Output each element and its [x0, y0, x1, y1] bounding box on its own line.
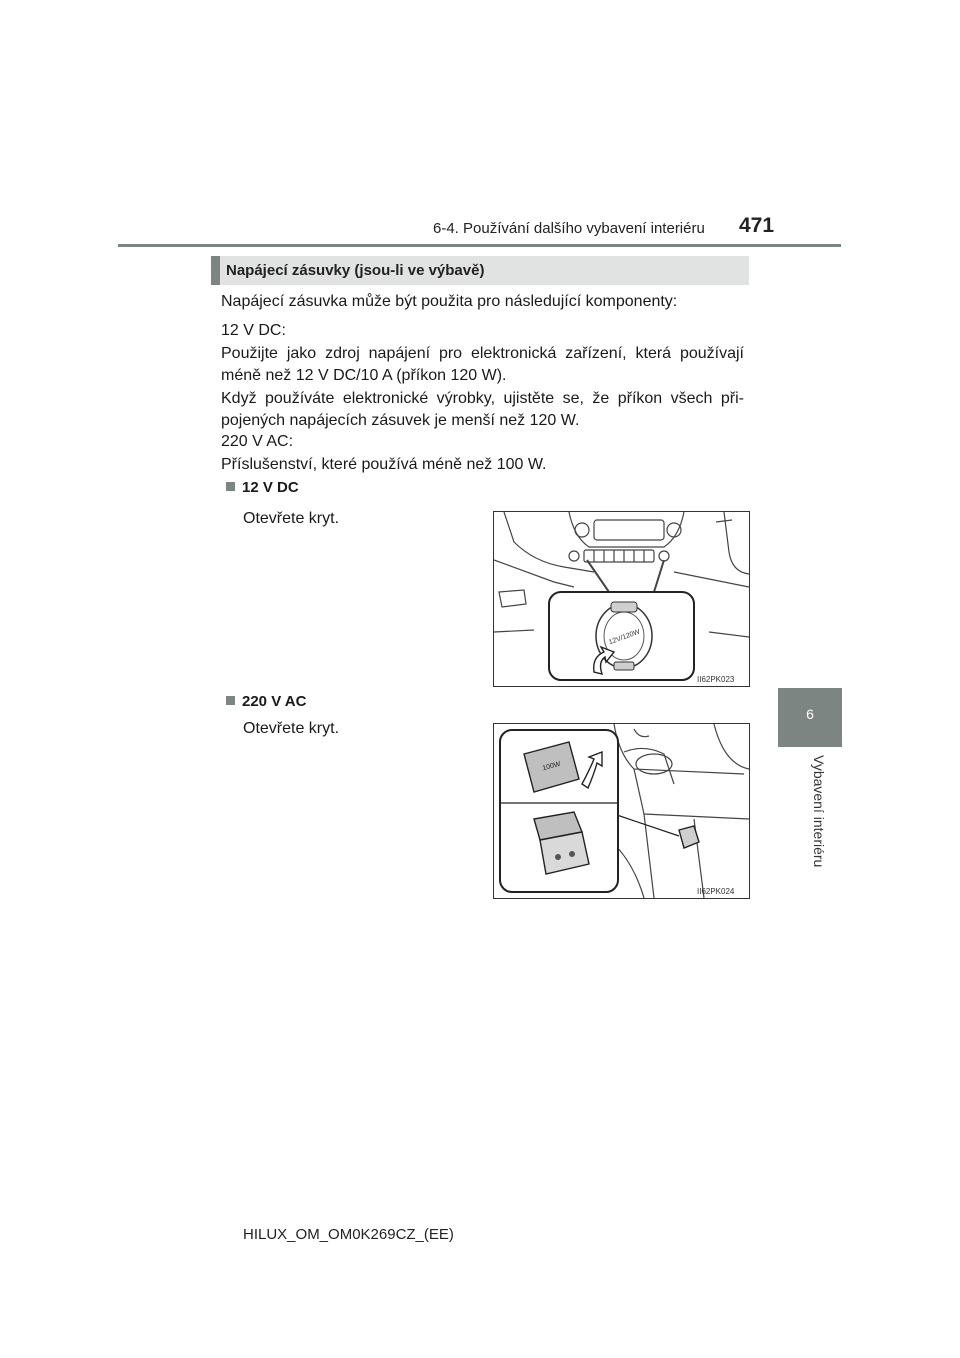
chapter-tab-label: Vybavení interiéru — [811, 755, 827, 868]
figure-220v-socket — [493, 723, 750, 899]
ac-usage-text: Příslušenství, které používá méně než 100 W. — [221, 455, 547, 473]
header-rule — [118, 244, 841, 247]
section-title-accent — [211, 256, 220, 285]
figure-code-12v: II62PK023 — [697, 675, 735, 684]
cap-label-220v: 100W — [541, 760, 562, 773]
ac-description — [221, 431, 744, 476]
cap-label-12v: 12V/120W — [607, 628, 642, 647]
intro-paragraph: Napájecí zásuvka může být použita pro následující komponenty: — [221, 293, 678, 310]
ac-label: 220 V AC: — [221, 433, 294, 450]
dc-description — [221, 320, 744, 433]
figure-12v-socket — [493, 511, 750, 687]
chapter-tab-number: 6 — [806, 706, 814, 722]
instruction-12v: Otevřete kryt. — [243, 510, 340, 527]
subsection-heading-12v: 12 V DC — [226, 479, 299, 496]
instruction-220v: Otevřete kryt. — [243, 720, 340, 737]
header-section-title: 6-4. Používání dalšího vybavení interiéru — [433, 220, 705, 237]
figure-code-220v: II62PK024 — [697, 887, 735, 896]
dc-warning-text: Když používáte elektronické výrobky, ujistěte se, že příkon všech při-pojených napájecích zásuvek je menší než 120 W. — [221, 389, 744, 429]
dc-label: 12 V DC: — [221, 322, 286, 339]
footer-document-code: HILUX_OM_OM0K269CZ_(EE) — [243, 1226, 454, 1243]
dashboard-socket-illustration — [494, 512, 749, 686]
console-socket-illustration — [494, 724, 749, 898]
section-title: Napájecí zásuvky (jsou-li ve výbavě) — [226, 262, 485, 279]
square-bullet-icon — [226, 696, 235, 705]
dc-usage-text: Použijte jako zdroj napájení pro elektronická zařízení, která používají méně než 12 V DC/10 A (příkon 120 W). — [221, 344, 744, 384]
subsection-heading-220v: 220 V AC — [226, 693, 306, 710]
console-socket-icon — [679, 826, 699, 848]
page-number: 471 — [739, 214, 775, 237]
chapter-tab-divider — [778, 746, 842, 747]
square-bullet-icon — [226, 482, 235, 491]
